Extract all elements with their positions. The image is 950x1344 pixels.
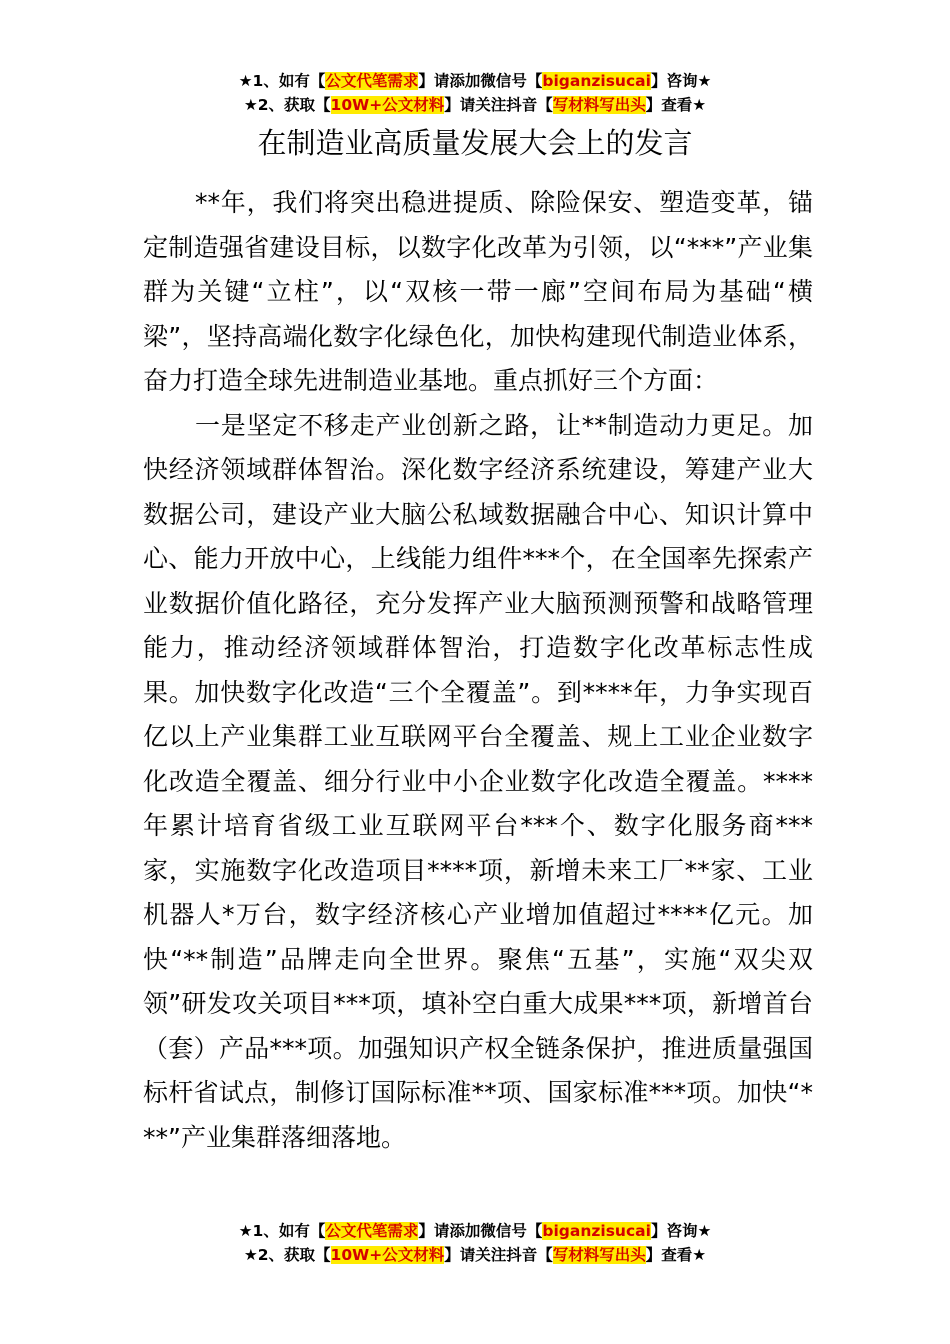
- promo-line-2: ★2、获取【10W+公文材料】请关注抖音【写材料写出头】查看★: [243, 1246, 707, 1264]
- promo-highlight-douyin: 写材料写出头: [552, 96, 646, 114]
- promo-highlight-douyin: 写材料写出头: [552, 1246, 646, 1264]
- promo-highlight-materials: 10W+公文材料: [330, 96, 445, 114]
- promo-highlight-wechat-id: biganzisucai: [542, 1222, 651, 1240]
- promo-highlight-service: 公文代笔需求: [325, 72, 419, 90]
- promo-banner-top: [0, 69, 950, 117]
- promo-highlight-materials: 10W+公文材料: [330, 1246, 445, 1264]
- promo-highlight-service: 公文代笔需求: [325, 1222, 419, 1240]
- promo-line-2: ★2、获取【10W+公文材料】请关注抖音【写材料写出头】查看★: [243, 96, 707, 114]
- promo-line-1: ★1、如有【公文代笔需求】请添加微信号【biganzisucai】咨询★: [238, 1222, 712, 1240]
- document-title: 在制造业高质量发展大会上的发言: [257, 126, 693, 160]
- promo-highlight-wechat-id: biganzisucai: [542, 72, 651, 90]
- promo-line-1: ★1、如有【公文代笔需求】请添加微信号【biganzisucai】咨询★: [238, 72, 712, 90]
- paragraph-point-one: 一是坚定不移走产业创新之路，让**制造动力更足。加快经济领域群体智治。深化数字经济系统建设，筹建产业大数据公司，建设产业大脑公私域数据融合中心、知识计算中心、能力开放中心，上线能力组件***个，在全国率先探索产业数据价值化路径，充分发挥产业大脑预测预警和战略管理能力，推动经济领域群体智治，打造数字化改革标志性成果。加快数字化改造“三个全覆盖”。到****年，力争实现百亿以上产业集群工业互联网平台全覆盖、规上工业企业数字化改造全覆盖、细分行业中小企业数字化改造全覆盖。****年累计培育省级工业互联网平台***个、数字化服务商***家，实施数字化改造项目****项，新增未来工厂**家、工业机器人*万台，数字经济核心产业增加值超过****亿元。加快“**制造”品牌走向全世界。聚焦“五基”，实施“双尖双领”研发攻关项目***项，填补空白重大成果***项，新增首台（套）产品***项。加强知识产权全链条保护，推进质量强国标杆省试点，制修订国际标准**项、国家标准***项。加快“***”产业集群落细落地。: [143, 410, 813, 1152]
- paragraph-intro: **年，我们将突出稳进提质、除险保安、塑造变革，锚定制造强省建设目标，以数字化改革为引领，以“***”产业集群为关键“立柱”，以“双核一带一廊”空间布局为基础“横梁”，坚持高端化数字化绿色化，加快构建现代制造业体系，奋力打造全球先进制造业基地。重点抓好三个方面：: [143, 188, 813, 395]
- document-body: [143, 181, 813, 1160]
- promo-banner-bottom: [0, 1219, 950, 1267]
